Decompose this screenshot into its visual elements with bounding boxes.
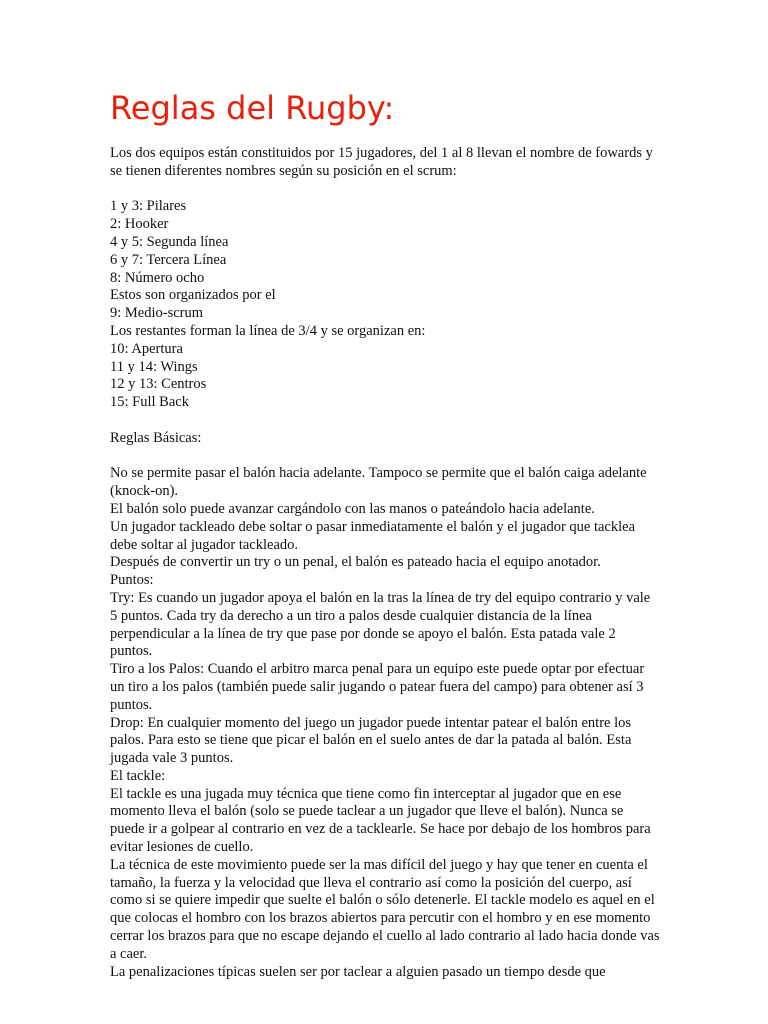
- tackle-paragraph-1: El tackle es una jugada muy técnica que tiene como fin interceptar al jugador que en ese momento lleva el balón (solo se puede taclear a un jugador que lleve el balón). Nunca se puede ir a golpear al contrario en vez de a tacklearle. Se hace por debajo de los hombros para evitar lesiones de cuello.: [110, 785, 651, 856]
- positions-line-6: Estos son organizados por el: [110, 287, 276, 304]
- document-page: [110, 88, 660, 981]
- page-title: Reglas del Rugby:: [110, 89, 395, 127]
- positions-line-10: 11 y 14: Wings: [110, 358, 198, 375]
- positions-line-11: 12 y 13: Centros: [110, 376, 207, 393]
- positions-line-8: Los restantes forman la línea de 3/4 y se organizan en:: [110, 322, 426, 339]
- rules-body: [110, 465, 660, 981]
- penalty-kick-paragraph: Tiro a los Palos: Cuando el arbitro marca penal para un equipo este puede optar por efectuar un tiro a los palos (también puede salir jugando o patear fuera del campo) para obtener así 3 puntos.: [110, 661, 645, 713]
- positions-line-3: 4 y 5: Segunda línea: [110, 233, 229, 250]
- penalties-paragraph: La penalizaciones típicas suelen ser por taclear a alguien pasado un tiempo desde que: [110, 963, 606, 980]
- positions-line-1: 1 y 3: Pilares: [110, 198, 187, 215]
- positions-line-4: 6 y 7: Tercera Línea: [110, 251, 227, 268]
- tackle-heading: El tackle:: [110, 767, 166, 784]
- try-paragraph: Try: Es cuando un jugador apoya el balón en la tras la línea de try del equipo contrario y vale 5 puntos. Cada try da derecho a un tiro a palos desde cualquier distancia de la línea perpendicular a la línea de try que pase por donde se apoyo el balón. Esta patada vale 2 puntos.: [110, 589, 651, 660]
- rule-paragraph-3: Un jugador tackleado debe soltar o pasar inmediatamente el balón y el jugador que tacklea debe soltar al jugador tackleado.: [110, 518, 636, 553]
- rule-paragraph-4: Después de convertir un try o un penal, el balón es pateado hacia el equipo anotador.: [110, 554, 601, 571]
- rule-paragraph-1: No se permite pasar el balón hacia adelante. Tampoco se permite que el balón caiga adelante (knock-on).: [110, 465, 647, 500]
- positions-line-7: 9: Medio-scrum: [110, 305, 204, 322]
- basic-rules-heading: Reglas Básicas:: [110, 429, 202, 446]
- intro-paragraph: Los dos equipos están constituidos por 15 jugadores, del 1 al 8 llevan el nombre de fowards y se tienen diferentes nombres según su posición en el scrum:: [110, 145, 653, 179]
- rule-paragraph-2: El balón solo puede avanzar cargándolo con las manos o pateándolo hacia adelante.: [110, 500, 595, 517]
- points-heading: Puntos:: [110, 572, 154, 589]
- drop-paragraph: Drop: En cualquier momento del juego un jugador puede intentar patear el balón entre los palos. Para esto se tiene que picar el balón en el suelo antes de dar la patada al balón. Esta jugada vale 3 puntos.: [110, 714, 632, 767]
- tackle-paragraph-2: La técnica de este movimiento puede ser la mas difícil del juego y hay que tener en cuenta el tamaño, la fuerza y la velocidad que lleva el contrario así como la posición del cuerpo, así como si se quiere impedir que suelte el balón o sólo detenerle. El tackle modelo es aquel en el que colocas el hombro con los brazos abiertos para percutir con el hombro y en ese momento cerrar los brazos para que no escape dejando el cuello al lado contrario al lado hacia donde vas a caer.: [110, 856, 660, 962]
- positions-line-2: 2: Hooker: [110, 216, 169, 233]
- positions-line-5: 8: Número ocho: [110, 269, 205, 286]
- positions-list: [110, 198, 660, 412]
- positions-line-9: 10: Apertura: [110, 340, 183, 357]
- positions-line-12: 15: Full Back: [110, 394, 189, 411]
